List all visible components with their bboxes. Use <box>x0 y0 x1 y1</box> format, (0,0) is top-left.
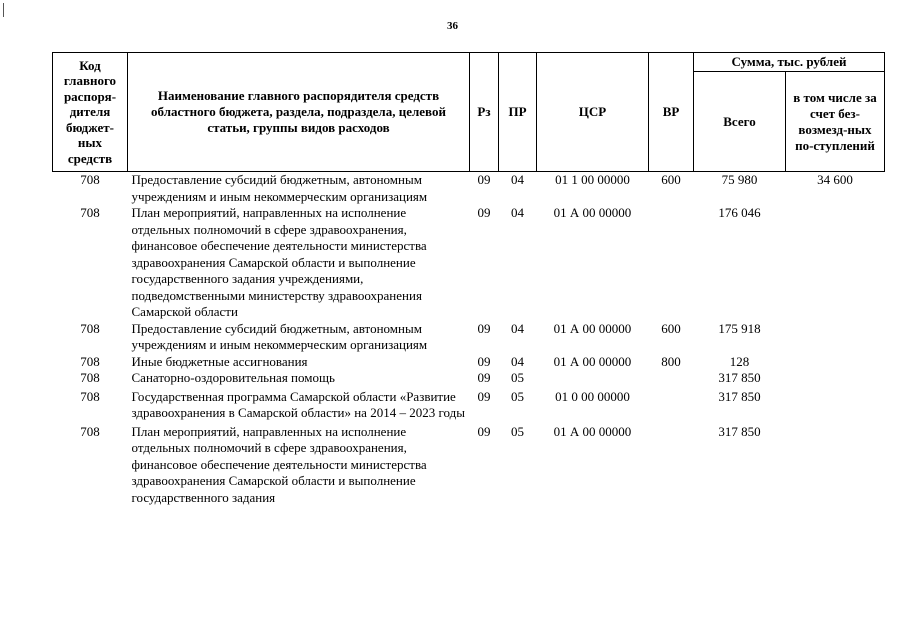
budget-table <box>52 52 885 506</box>
table-row <box>53 354 885 371</box>
cell-csr: 01 А 00 00000 <box>553 205 632 220</box>
cell-incl <box>786 387 885 422</box>
cell-pr: 05 <box>511 370 524 385</box>
cell-name: Государственная программа Самарской области «Развитие здравоохранения в Самарской области» на 2014 – 2023 годы <box>131 388 465 420</box>
cell-code: 708 <box>80 370 100 385</box>
table-row <box>53 370 885 387</box>
header-incl: в том числе за счет без-возмезд-ных по-ступлений <box>786 72 885 172</box>
cell-code: 708 <box>80 205 100 220</box>
header-name: Наименование главного распорядителя средств областного бюджета, раздела, подраздела, целевой статьи, группы видов расходов <box>128 53 470 172</box>
cell-total: 176 046 <box>718 205 761 220</box>
cell-rz: 09 <box>477 370 491 385</box>
cell-code: 708 <box>80 172 100 187</box>
header-vr: ВР <box>649 53 694 172</box>
table-row <box>53 172 885 206</box>
cell-code: 708 <box>80 388 100 404</box>
cell-vr <box>649 205 694 321</box>
cell-vr: 600 <box>661 172 681 187</box>
cell-vr <box>649 422 694 507</box>
page-number: 36 <box>447 20 458 32</box>
cell-vr: 800 <box>661 353 681 369</box>
cell-pr: 04 <box>511 172 524 187</box>
header-csr: ЦСР <box>537 53 649 172</box>
header-total: Всего <box>694 72 786 172</box>
cell-total: 128 <box>729 353 750 369</box>
cell-pr: 04 <box>511 353 524 369</box>
cell-incl: 34 600 <box>817 172 853 187</box>
table-header <box>53 53 885 172</box>
cell-pr: 05 <box>511 423 524 439</box>
header-sum-group: Сумма, тыс. рублей <box>694 53 885 72</box>
cell-csr: 01 1 00 00000 <box>555 172 630 187</box>
cell-pr: 05 <box>511 388 524 404</box>
cell-total: 317 850 <box>718 388 761 404</box>
cell-name: Санаторно-оздоровительная помощь <box>131 370 335 385</box>
cell-incl <box>786 370 885 387</box>
cell-csr <box>537 370 649 387</box>
cell-csr: 01 А 00 00000 <box>553 353 632 369</box>
scan-edge-mark <box>3 3 4 17</box>
table-row <box>53 422 885 507</box>
cell-pr: 04 <box>511 205 524 220</box>
table-body <box>53 172 885 507</box>
cell-rz: 09 <box>477 353 491 369</box>
cell-vr <box>649 387 694 422</box>
cell-name: Предоставление субсидий бюджетным, автономным учреждениям и иным некоммерческим организациям <box>131 172 428 204</box>
cell-rz: 09 <box>477 423 491 439</box>
cell-rz: 09 <box>477 388 491 404</box>
cell-name: План мероприятий, направленных на исполнение отдельных полномочий в сфере здравоохранения, финансовое обеспечение деятельности министерства здравоохранения Самарской области и выполнение государственного задания учреждениями, подведомственными министерству здравоохранения Самарской области <box>131 205 427 319</box>
cell-csr: 01 А 00 00000 <box>553 423 632 439</box>
cell-csr: 01 А 00 00000 <box>553 320 632 336</box>
header-rz: Рз <box>470 53 499 172</box>
cell-rz: 09 <box>477 320 491 336</box>
cell-name: Иные бюджетные ассигнования <box>131 353 308 369</box>
cell-incl <box>786 422 885 507</box>
cell-name: Предоставление субсидий бюджетным, автономным учреждениям и иным некоммерческим организациям <box>131 320 428 352</box>
cell-total: 317 850 <box>718 423 761 439</box>
table-row <box>53 387 885 422</box>
cell-vr <box>649 370 694 387</box>
table-row <box>53 321 885 354</box>
header-pr: ПР <box>499 53 537 172</box>
cell-rz: 09 <box>477 172 491 187</box>
cell-pr: 04 <box>511 320 524 336</box>
header-code: Код главного распоря-дителя бюджет-ных средств <box>53 53 128 172</box>
cell-name: План мероприятий, направленных на исполнение отдельных полномочий в сфере здравоохранения, финансовое обеспечение деятельности министерства здравоохранения Самарской области и выполнение государственного задания <box>131 423 427 505</box>
cell-csr: 01 0 00 00000 <box>555 388 630 404</box>
cell-code: 708 <box>80 423 100 439</box>
cell-incl <box>786 354 885 371</box>
cell-incl <box>786 205 885 321</box>
cell-total: 175 918 <box>718 320 761 336</box>
cell-incl <box>786 321 885 354</box>
table-row <box>53 205 885 321</box>
cell-total: 317 850 <box>718 370 761 385</box>
cell-code: 708 <box>80 353 100 369</box>
cell-vr: 600 <box>661 320 681 336</box>
cell-code: 708 <box>80 320 100 336</box>
cell-total: 75 980 <box>721 172 758 187</box>
cell-rz: 09 <box>477 205 491 220</box>
